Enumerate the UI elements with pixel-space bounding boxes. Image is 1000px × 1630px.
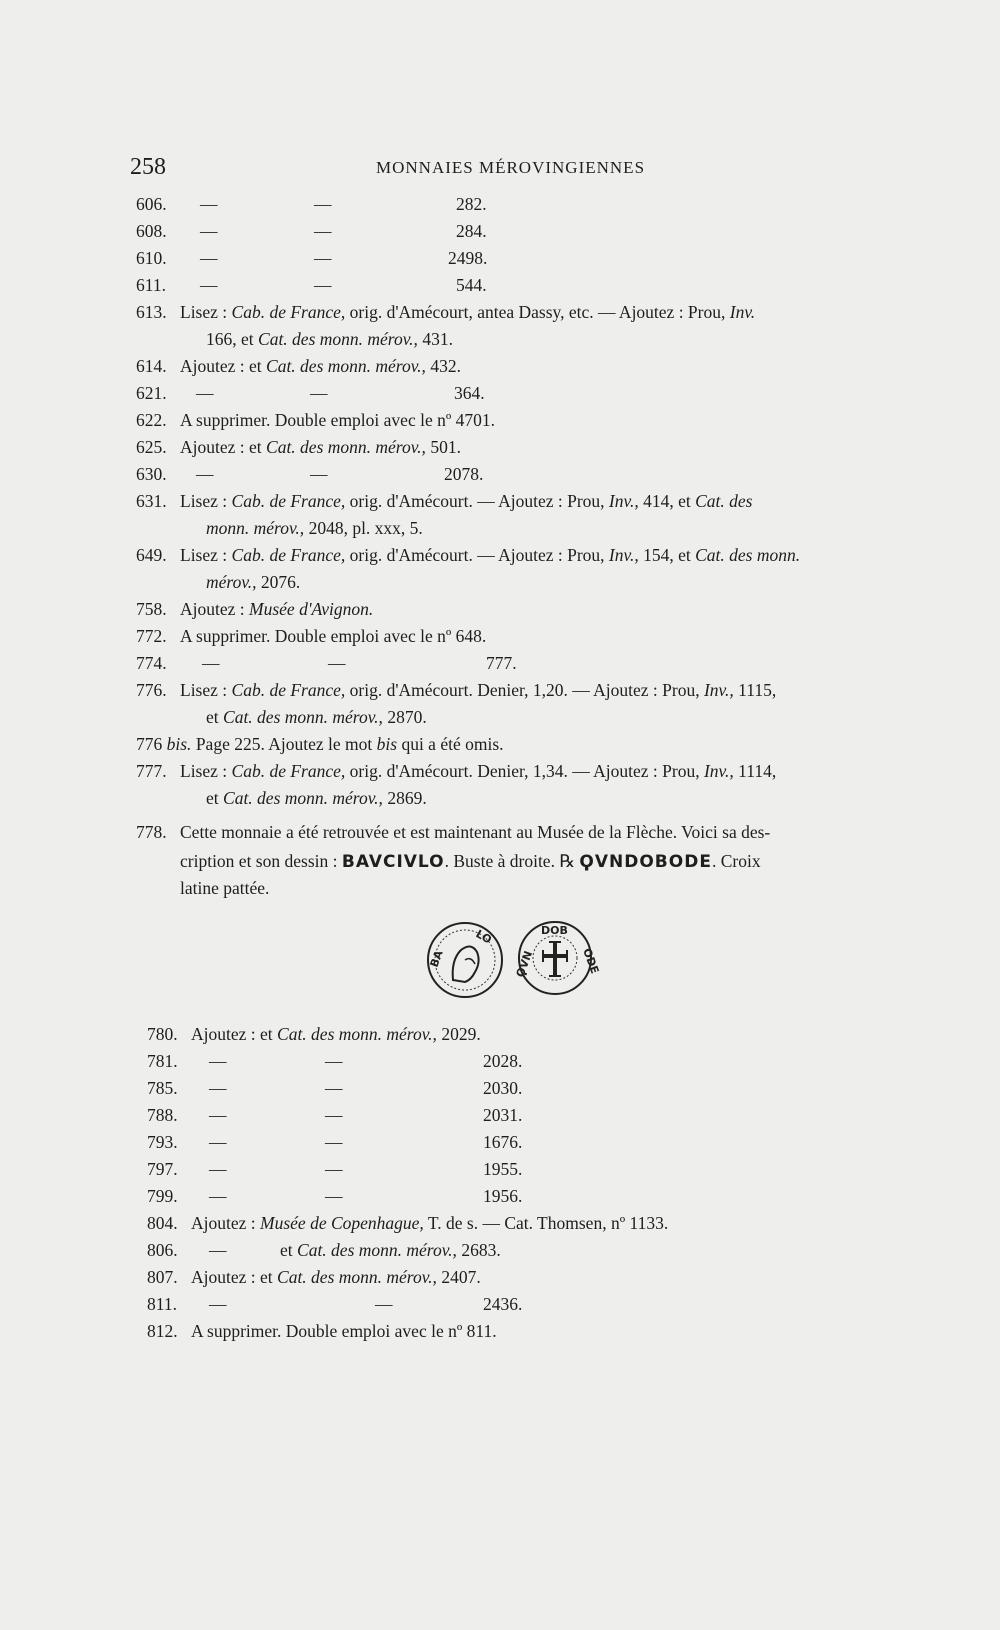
entry-text: Lisez : [180,302,232,322]
entry-text: 1114, [733,761,777,781]
entry-text: 2407. [436,1267,481,1287]
entry-625 [136,433,461,461]
ditto-mark: — [314,248,332,268]
entry-text: Ajoutez : [180,599,250,619]
entry-number: 807. [147,1267,178,1287]
entry-804 [147,1209,668,1237]
entry-value: 1956. [483,1186,523,1206]
entry-value: 1955. [483,1159,523,1179]
ditto-mark: — [209,1078,227,1098]
entry-610 [136,244,496,272]
entry-649 [136,541,800,569]
entry-text: Lisez : [180,491,232,511]
coin-legend-obverse: BAVCIVLO [341,852,445,872]
ditto-mark: — [200,194,218,214]
entry-793 [147,1128,527,1156]
entry-text: Lisez : [180,761,232,781]
entry-text-group [280,1236,501,1264]
entry-611 [136,271,496,299]
entry-text: 2870. [382,707,427,727]
entry-614 [136,352,461,380]
entry-776-bis [136,730,504,758]
entry-606 [136,190,496,218]
coin-obverse [428,923,502,997]
entry-text-italic: Inv., [703,680,734,700]
coin-drawing [425,920,605,1000]
entry-number: 785. [147,1078,178,1098]
entry-number: 772. [136,626,167,646]
entry-781 [147,1047,527,1075]
entry-text: 2076. [256,572,301,592]
ditto-mark: — [325,1078,343,1098]
entry-630 [136,460,496,488]
entry-text: 2869. [382,788,427,808]
entry-number: 806. [147,1240,178,1260]
entry-text: 2029. [436,1024,481,1044]
entry-number: 804. [147,1213,178,1233]
entry-text: orig. d'Amécourt. Denier, 1,20. — Ajoutez : Prou, [345,680,704,700]
ditto-mark: — [196,383,214,403]
entry-text: T. de s. — Cat. Thomsen, nº 1133. [423,1213,669,1233]
entry-778-continuation [180,874,269,902]
entry-806 [147,1236,567,1264]
entry-number: 774. [136,653,167,673]
entry-text-italic: Cat. des monn. mérov., [297,1240,457,1260]
entry-text-italic: Cat. des monn. mérov., [223,788,383,808]
ditto-mark: — [209,1240,227,1260]
entry-number: 613. [136,302,167,322]
ditto-mark: — [328,653,346,673]
entry-text: . Croix [711,851,761,871]
entry-number: 781. [147,1051,178,1071]
entry-785 [147,1074,527,1102]
entry-text-italic: bis [376,734,398,754]
entry-number: 780. [147,1024,178,1044]
ditto-mark: — [209,1159,227,1179]
reverse-symbol: ℞ [559,851,576,871]
entry-776 [136,676,776,704]
entry-621 [136,379,496,407]
entry-number: 608. [136,221,167,241]
entry-text-italic: Musée de Copenhague, [260,1213,424,1233]
ditto-mark: — [209,1186,227,1206]
ditto-mark: — [209,1105,227,1125]
entry-613 [136,298,755,326]
ditto-mark: — [209,1051,227,1071]
entry-number: 811. [147,1294,177,1314]
svg-text:DOB: DOB [541,924,568,937]
page-number: 258 [130,154,166,180]
entry-text-italic: Cat. des monn. mérov., [266,437,426,457]
entry-text: A supprimer. Double emploi avec le nº 648. [180,626,487,646]
entry-number: 799. [147,1186,178,1206]
entry-777-continuation [206,784,427,812]
entry-text-italic: Inv., [703,761,734,781]
entry-number: 776. [136,680,167,700]
entry-number: 611. [136,275,166,295]
entry-number: 610. [136,248,167,268]
entry-text: Lisez : [180,545,232,565]
ditto-mark: — [310,464,328,484]
entry-text: Page 225. Ajoutez le mot [195,734,377,754]
entry-number: 793. [147,1132,178,1152]
entry-text: 166, et [206,329,259,349]
entry-number: 630. [136,464,167,484]
entry-text: et [206,788,224,808]
entry-text: orig. d'Amécourt, antea Dassy, etc. — Ajoutez : Prou, [345,302,730,322]
ditto-mark: — [196,464,214,484]
entry-772 [136,622,486,650]
ditto-mark: — [325,1105,343,1125]
entry-number: 758. [136,599,167,619]
entry-number: 777. [136,761,167,781]
entry-text: 2048, pl. xxx, 5. [304,518,423,538]
entry-text: Cette monnaie a été retrouvée et est maintenant au Musée de la Flèche. Voici sa des- [180,822,771,842]
entry-text-italic: Cat. des [695,491,753,511]
entry-631-continuation [206,514,423,542]
entry-value: 2436. [483,1294,523,1314]
entry-value: 282. [456,194,487,214]
entry-text: 501. [425,437,461,457]
entry-797 [147,1155,527,1183]
entry-number: 621. [136,383,167,403]
entry-number: 776 [136,734,167,754]
entry-value: 777. [486,653,517,673]
entry-number: 778. [136,822,167,842]
entry-text: Ajoutez : et [191,1267,278,1287]
entry-788 [147,1101,527,1129]
entry-value: 2030. [483,1078,523,1098]
entry-text: latine pattée. [180,878,270,898]
entry-number: 622. [136,410,167,430]
entry-value: 284. [456,221,487,241]
entry-text: 1115, [733,680,777,700]
entry-text-italic: Cab. de France, [231,680,346,700]
ditto-mark: — [209,1132,227,1152]
entry-number: 812. [147,1321,178,1341]
entry-text: Ajoutez : et [180,437,267,457]
entry-text: Ajoutez : [191,1213,261,1233]
entry-text: et [280,1240,298,1260]
entry-608 [136,217,496,245]
entry-text: Ajoutez : et [191,1024,278,1044]
entry-text: . Buste à droite. [444,851,560,871]
entry-text: Lisez : [180,680,232,700]
entry-value: 364. [454,383,485,403]
ditto-mark: — [200,248,218,268]
entry-text-italic: Cab. de France, [231,545,346,565]
entry-number: 649. [136,545,167,565]
ditto-mark: — [202,653,220,673]
coin-reverse [514,922,602,994]
entry-778-continuation [180,847,761,876]
entry-text: 2683. [456,1240,501,1260]
entry-text-italic: Musée d'Avignon. [249,599,374,619]
ditto-mark: — [200,275,218,295]
entry-811 [147,1290,527,1318]
ditto-mark: — [200,221,218,241]
ditto-mark: — [314,221,332,241]
entry-622 [136,406,495,434]
entry-780 [147,1020,481,1048]
ditto-mark: — [314,275,332,295]
entry-value: 2028. [483,1051,523,1071]
ditto-mark: — [325,1132,343,1152]
entry-text: 414, et [638,491,696,511]
entry-text-italic: Cat. des monn. [695,545,801,565]
entry-value: 544. [456,275,487,295]
entry-number-italic: bis. [166,734,192,754]
entry-text-italic: Cat. des monn. mérov., [258,329,418,349]
entry-613-continuation [206,325,453,353]
entry-text: cription et son dessin : [180,851,342,871]
entry-text: et [206,707,224,727]
entry-text-italic: Cat. des monn. mérov., [223,707,383,727]
entry-text-italic: Inv., [608,491,639,511]
entry-812 [147,1317,497,1345]
entry-number: 797. [147,1159,178,1179]
entry-value: 2498. [448,248,488,268]
entry-807 [147,1263,481,1291]
entry-text: orig. d'Amécourt. Denier, 1,34. — Ajoutez : Prou, [345,761,704,781]
running-title: MONNAIES MÉROVINGIENNES [376,158,646,177]
entry-text: orig. d'Amécourt. — Ajoutez : Prou, [345,545,609,565]
entry-number: 788. [147,1105,178,1125]
svg-text:ODE: ODE [580,946,602,976]
entry-text-italic: Cab. de France, [231,302,346,322]
entry-number: 614. [136,356,167,376]
entry-text-italic: Cab. de France, [231,761,346,781]
entry-text-italic: Inv. [729,302,756,322]
entry-text-italic: Inv., [608,545,639,565]
ditto-mark: — [325,1159,343,1179]
entry-799 [147,1182,527,1210]
entry-text: A supprimer. Double emploi avec le nº 811. [191,1321,497,1341]
ditto-mark: — [310,383,328,403]
entry-text-italic: mérov., [206,572,257,592]
entry-text-italic: Cat. des monn. mérov., [266,356,426,376]
svg-text:ϘVN: ϘVN [513,949,536,980]
ditto-mark: — [375,1294,393,1314]
entry-value: 2031. [483,1105,523,1125]
entry-number: 631. [136,491,167,511]
entry-text: qui a été omis. [397,734,504,754]
entry-text: A supprimer. Double emploi avec le nº 4701. [180,410,496,430]
entry-774 [136,649,536,677]
ditto-mark: — [209,1294,227,1314]
entry-776-continuation [206,703,427,731]
entry-text-italic: Cab. de France, [231,491,346,511]
ditto-mark: — [314,194,332,214]
entry-777 [136,757,776,785]
entry-text-italic: Cat. des monn. mérov., [277,1024,437,1044]
entry-text: 431. [417,329,453,349]
entry-number: 625. [136,437,167,457]
entry-649-continuation [206,568,300,596]
svg-text:LO: LO [473,927,494,947]
entry-text: Ajoutez : et [180,356,267,376]
ditto-mark: — [325,1051,343,1071]
coin-legend-reverse: ϘVNDOBODE [579,852,712,872]
entry-text: 154, et [638,545,696,565]
entry-631 [136,487,752,515]
entry-value: 1676. [483,1132,523,1152]
entry-text: orig. d'Amécourt. — Ajoutez : Prou, [345,491,609,511]
svg-text:BA: BA [427,948,446,970]
entry-number: 606. [136,194,167,214]
entry-text-italic: Cat. des monn. mérov., [277,1267,437,1287]
ditto-mark: — [325,1186,343,1206]
entry-value: 2078. [444,464,484,484]
entry-text: 432. [425,356,461,376]
entry-758 [136,595,373,623]
entry-text-italic: monn. mérov., [206,518,305,538]
entry-778 [136,818,770,846]
